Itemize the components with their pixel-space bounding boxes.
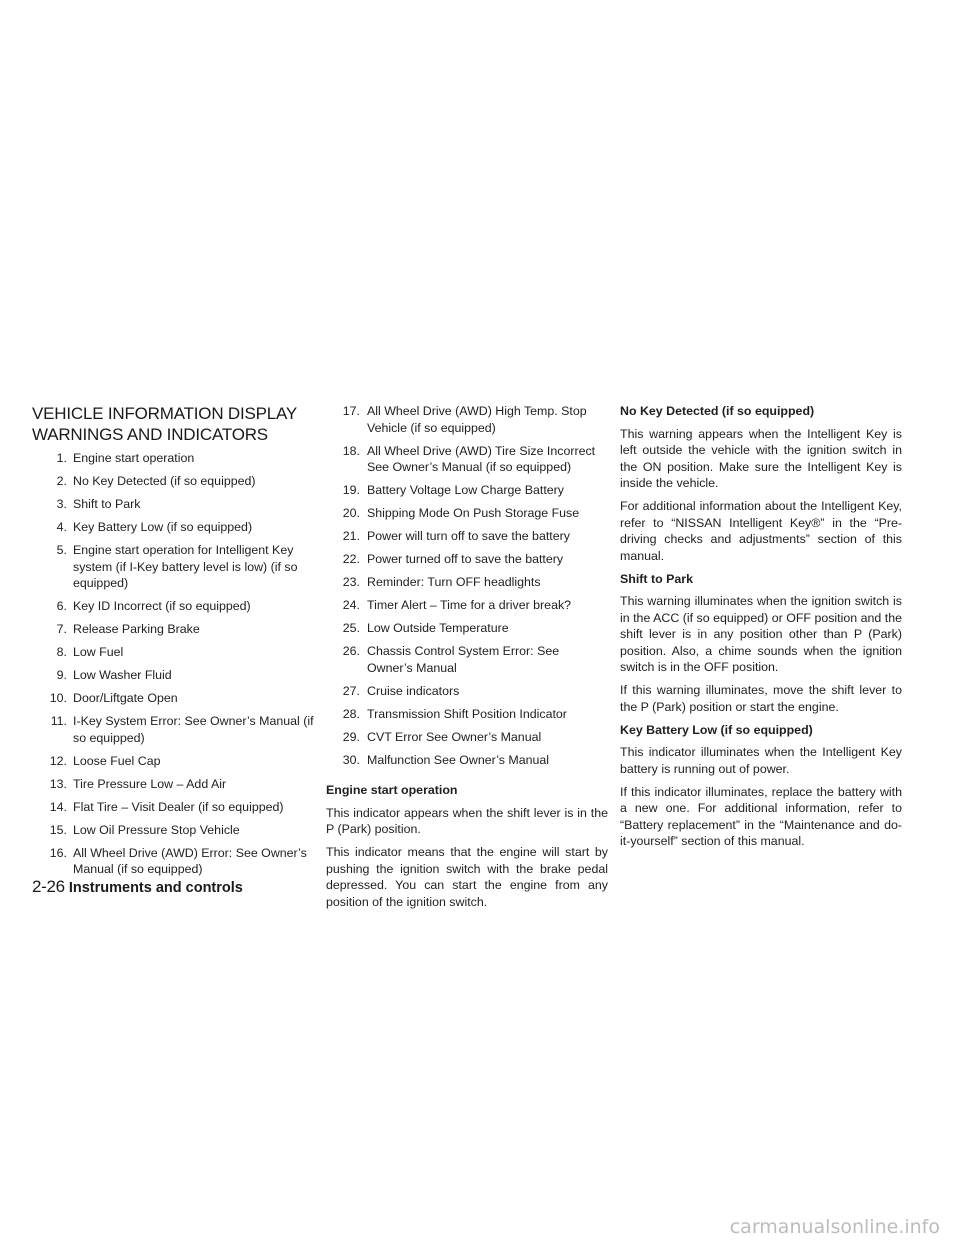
list-item-number: 6. [56,599,67,613]
list-item-text: Cruise indicators [367,683,460,698]
list-item-number: 30. [342,752,360,767]
list-item-text: Malfunction See Owner’s Manual [367,752,550,767]
list-item [326,706,608,723]
list-item-number: 15. [49,822,67,837]
indicator-list-part-2 [326,403,608,768]
no-key-paragraph-2: For additional information about the Intelligent Key, refer to “NISSAN Intelligent Key®” in the “Pre-driving checks and adjustments” section of this manual. [620,499,902,563]
list-item-text: Low Fuel [73,645,124,659]
engine-start-paragraph-2 [326,844,608,910]
list-item-number: 16. [49,845,67,860]
list-item-number: 11. [50,714,67,728]
list-item-number: 25. [342,621,360,635]
list-item-text: Engine start operation for Intelligent Key system (if I-Key battery level is low) (if so equipped) [73,543,298,590]
column-right [620,403,902,856]
list-item-number: 27. [342,683,360,698]
watermark: carmanualsonline.info [729,1216,940,1238]
list-item-number: 26. [342,644,360,658]
list-item [32,667,314,684]
column-left [32,403,314,884]
list-item [326,505,608,522]
list-item-text: Low Washer Fluid [73,668,172,682]
list-item-text: Key ID Incorrect (if so equipped) [73,599,251,613]
list-item-text: Loose Fuel Cap [73,753,161,768]
list-item-number: 5. [56,543,67,557]
list-item-text: Flat Tire – Visit Dealer (if so equipped) [73,799,284,814]
key-battery-heading: Key Battery Low (if so equipped) [620,722,813,737]
engine-start-paragraph-1: This indicator appears when the shift lever is in the P (Park) position. [326,805,608,836]
list-item-text: Low Oil Pressure Stop Vehicle [73,822,240,837]
list-item [326,482,608,499]
column-middle [326,403,608,917]
list-item-text: Key Battery Low (if so equipped) [73,520,253,534]
list-item-number: 4. [56,520,67,534]
list-item-number: 7. [56,622,67,636]
list-item [326,729,608,746]
list-item-number: 19. [342,483,360,497]
list-item [32,542,314,592]
list-item [32,496,314,513]
list-item-number: 9. [56,668,67,682]
list-item-number: 29. [342,729,360,744]
list-item-text: Shift to Park [73,497,141,511]
list-item-number: 14. [49,799,67,814]
list-item-number: 28. [342,706,360,721]
list-item [32,519,314,536]
list-item [32,713,314,746]
list-item [326,597,608,614]
list-item-text: Power turned off to save the battery [367,552,564,566]
engine-start-paragraph-2-text: This indicator means that the engine will start by pushing the ignition switch with the brake pedal depressed. You can start the engine from any position of the ignition switch. [326,845,608,909]
list-item [326,574,608,591]
list-item-number: 8. [56,645,67,659]
page-footer [32,877,243,898]
list-item [32,822,314,839]
list-item-number: 18. [342,443,360,458]
list-item [32,799,314,816]
list-item-text: Shipping Mode On Push Storage Fuse [367,506,580,520]
list-item-number: 10. [49,691,67,705]
list-item-number: 24. [342,598,360,612]
list-item [326,403,608,436]
list-item-text: All Wheel Drive (AWD) Error: See Owner’s Manual (if so equipped) [73,845,307,876]
list-item [32,690,314,707]
list-item-number: 1. [56,451,67,465]
list-item-number: 13. [49,776,67,791]
section-title-line-2: WARNINGS AND INDICATORS [32,425,268,444]
list-item-text: Low Outside Temperature [367,621,509,635]
section-title-line-1: VEHICLE INFORMATION DISPLAY [32,404,298,423]
list-item-text: Tire Pressure Low – Add Air [73,776,227,791]
list-item-text: Reminder: Turn OFF headlights [367,575,541,589]
list-item [326,528,608,545]
list-item-text: Power will turn off to save the battery [367,529,570,543]
list-item [32,776,314,793]
list-item [326,551,608,568]
list-item [32,621,314,638]
list-item [32,845,314,878]
list-item-text: Battery Voltage Low Charge Battery [367,483,564,497]
list-item [32,450,314,467]
list-item-text: I-Key System Error: See Owner’s Manual (if so equipped) [73,714,314,745]
page-number: 2-26 [32,877,65,896]
list-item-number: 12. [49,753,67,768]
list-item [32,753,314,770]
list-item-text: Release Parking Brake [73,622,200,636]
chapter-title: Instruments and controls [68,880,243,896]
list-item-text: No Key Detected (if so equipped) [73,474,256,488]
no-key-paragraph-1: This warning appears when the Intelligent Key is left outside the vehicle with the ignition switch in the ON position. Make sure the Intelligent Key is inside the vehicle. [620,426,902,490]
list-item-number: 17. [342,404,360,418]
key-battery-paragraph-2: If this indicator illuminates, replace the battery with a new one. For additional information, refer to “Battery replacement” in the “Maintenance and do-it-yourself” section of this manual. [620,784,902,848]
list-item [32,473,314,490]
list-item-number: 23. [342,575,360,589]
list-item-text: CVT Error See Owner’s Manual [367,729,542,744]
indicator-list-part-1 [32,450,314,878]
list-item [32,598,314,615]
list-item [326,683,608,700]
list-item-text: All Wheel Drive (AWD) Tire Size Incorrect See Owner’s Manual (if so equipped) [367,443,596,474]
shift-park-paragraph-1: This warning illuminates when the ignition switch is in the ACC (if so equipped) or OFF position and the shift lever is in any position other than P (Park) position. Also, a chime sounds when the ignition switch is in the OFF position. [620,594,902,674]
list-item [326,443,608,476]
list-item-number: 22. [342,552,360,566]
list-item-number: 20. [342,506,360,520]
no-key-heading: No Key Detected (if so equipped) [620,404,815,418]
list-item-number: 2. [56,474,67,488]
list-item-text: Chassis Control System Error: See Owner’s Manual [367,644,560,675]
list-item [326,752,608,769]
key-battery-paragraph-1: This indicator illuminates when the Intelligent Key battery is running out of power. [620,745,902,776]
list-item [32,644,314,661]
list-item [326,643,608,676]
engine-start-heading: Engine start operation [326,783,458,797]
list-item-number: 3. [56,497,67,511]
list-item-text: Engine start operation [73,451,195,465]
shift-park-heading: Shift to Park [620,571,693,586]
list-item-number: 21. [342,529,360,543]
list-item-text: All Wheel Drive (AWD) High Temp. Stop Vehicle (if so equipped) [367,404,587,435]
list-item-text: Timer Alert – Time for a driver break? [367,598,572,612]
list-item-text: Transmission Shift Position Indicator [367,706,567,721]
list-item-text: Door/Liftgate Open [73,691,178,705]
shift-park-paragraph-2: If this warning illuminates, move the shift lever to the P (Park) position or start the engine. [620,683,902,714]
section-title [32,403,314,445]
list-item [326,620,608,637]
